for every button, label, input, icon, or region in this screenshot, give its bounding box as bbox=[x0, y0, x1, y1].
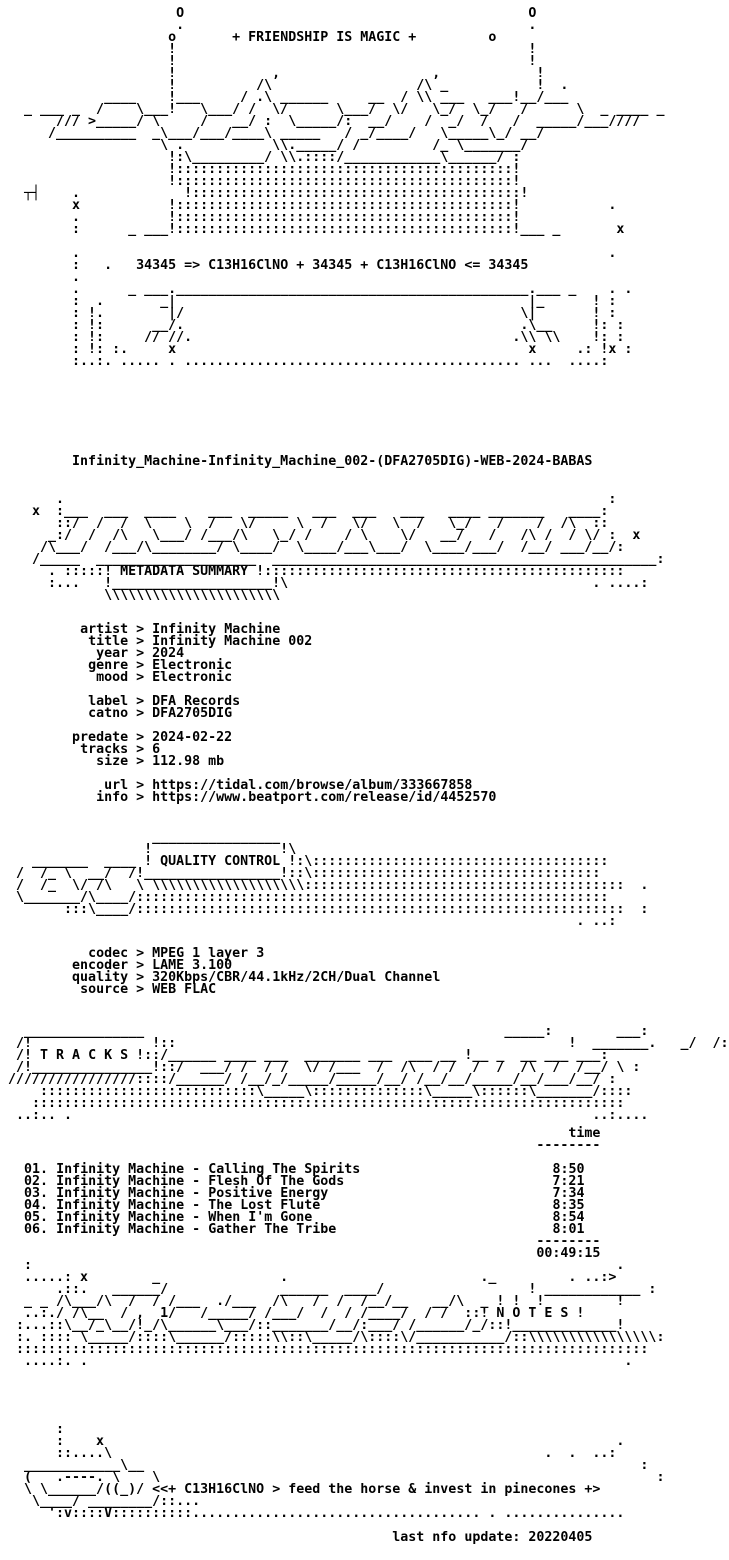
last-update-value: 20220405 bbox=[528, 1530, 593, 1545]
quality-fields: codec > MPEG 1 layer 3 encoder > LAME 3.100 quality > 320Kbps/CBR/44.1kHz/2CH/Dual Channel source > WEB FLAC bbox=[72, 946, 441, 997]
metadata-title: METADATA SUMMARY bbox=[120, 564, 249, 579]
quality-title: QUALITY CONTROL bbox=[160, 854, 281, 869]
track-row: 05. Infinity Machine - When I'm Gone 8:54 bbox=[24, 1210, 585, 1225]
metadata-info-link[interactable]: https://www.beatport.com/release/id/4452570 bbox=[152, 790, 497, 805]
header-formula: 34345 => C13H16ClNO + 34345 + C13H16ClNO <= 34345 bbox=[136, 258, 529, 273]
footer-ascii-art: : : x . ::....\ . . ..: ____________\__ : ( .----. \ \ : \ \______/((_)/ <<+ C13H16ClNO > feed the horse & invest in pinecones +> \____/ ________/::... ':v::::V::::::::::.................................... . ............... last nfo update: 20220405 bbox=[8, 1422, 665, 1545]
track-list: time -------- 01. Infinity Machine - Calling The Spirits 8:50 02. Infinity Machine - Flesh Of The Gods 7:21 03. Infinity Machine - Positive Energy 7:34 04. Infinity Machine - The Lost Flute 8:35 05. Infinity Machine - When I'm Gone 8:54 06. Infinity Machine - Gather The Tribe 8:01 -------- 00:49:15 bbox=[8, 1126, 601, 1261]
time-header: time bbox=[568, 1126, 601, 1141]
metadata-url-link[interactable]: https://tidal.com/browse/album/333667858 bbox=[152, 778, 473, 793]
release-name-text: Infinity_Machine-Infinity_Machine_002-(DFA2705DIG)-WEB-2024-BABAS bbox=[72, 454, 593, 469]
total-time: 00:49:15 bbox=[536, 1246, 601, 1261]
track-row: 02. Infinity Machine - Flesh Of The Gods 7:21 bbox=[24, 1174, 585, 1189]
last-update-label: last nfo update: bbox=[392, 1530, 521, 1545]
track-row: 01. Infinity Machine - Calling The Spirits 8:50 bbox=[24, 1162, 585, 1177]
metadata-fields: artist > Infinity Machine title > Infinity Machine 002 year > 2024 genre > Electronic mood > Electronic label > DFA Records catno > DFA2705DIG predate > 2024-02-22 tracks > 6 size > 112.98 mb url > https://tidal.com/browse/album/333667858 info > https://www.beatport.com/release/id/4452570 bbox=[72, 622, 497, 805]
header-banner: + FRIENDSHIP IS MAGIC + bbox=[232, 30, 417, 45]
header-ascii-art: O O . . o + FRIENDSHIP IS MAGIC + o ! ! ! ! ! , , ! ! /\ /\ _ ! . ____ !___ / .\ ______ __ / \\ ___ ___!__/___ _ ___ _ / \___! \___/ / \/ \___/ \/ \_/ \_/ / \ _ ____ _ /// >_____/ \ / __/ : \_____/: __/ / _/ / / _____/___//// /__________ _\___/___/____\ _____ / _/____/ \_____\_/ __/ \ . \\._____/ / /_ \_______/ !:\_________/ \\.::::/____________\______/ : !::::::::::::::::::::::::::::::::::::::::::! !::::::::::::::::::::::::::::::::::::::::::! ┬┤ . !:::::::::::::::::::::::::::::::::::::::::! x !::::::::::::::::::::::::::::::::::::::::::! . . !::::::::::::::::::::::::::::::::::::::::::! : _ ___!::::::::::::::::::::::::::::::::::::::::::!___ _ x . . : . 34345 => C13H16ClNO + 34345 + C13H16ClNO <= 34345 . . _ ___.____________________________________________.___ _ . . : . _| |_ ! : : !. |/ \| ! : : !: __/. .\__ !: : : !: // //. .\\ \\ !: : : !: :. x x .: !x : :..:. ..... . .......................................... ... ....: bbox=[8, 6, 665, 369]
footer-tagline: <<+ C13H16ClNO > feed the horse & invest in pinecones +> bbox=[152, 1482, 601, 1497]
track-row: 04. Infinity Machine - The Lost Flute 8:35 bbox=[24, 1198, 585, 1213]
track-row: 03. Infinity Machine - Positive Energy 7:34 bbox=[24, 1186, 585, 1201]
notes-ascii-art: : . .....: x _ . ._ . ..:> .::. ______/ ______ ____/ ! ____________ : _ _ /\___/\ / / /___ ./___ /\ / / /__/__ __/\ _ ! ! ! ! ..:./ /\__ / , 1/ /_____/ /___/ / / /____/ / / ::! N O T E S ! :...::\__/_\__/!_/\______\___/::_______/__/:___/ /______/_/::!_____________! :. :::: \_____/::::\______/:::::\\::\_____/\::::\/___________/::\\\\\\\\\\\\\\\\: ::::::::::::::::::::::::::::::::::::::::::::::::::::::::::::::::::::::::::::::: ....:. . . bbox=[8, 1258, 665, 1369]
quality-ascii-art: ________________ ! !\ _______ ____ ! QUALITY CONTROL !:\::::::::::::::::::::::::::::::::::::: / /_ \ __/ /!_________________!::\:::::::::::::::::::::::::::::::::::: / /_ \/ /\ \ \\\\\\\\\\\\\\\\\\\:::::::::::::::::::::::::::::::::::::::: . \_______/\____/::::::::::::::::::::::::::::::::::::::::::::::::::::::::::: :::\____/::::::::::::::::::::::::::::::::::::::::::::::::::::::::::::: : . ..: bbox=[8, 830, 649, 929]
metadata-ascii-art: . : x :___ ___ ____ ___ _____ ___ ___ ___ ____ _______ ____: ::/ / / \ \ / \/ \ / \/ \ / \_/ / / /\ :: _:/ / /\ \___/ /___/\ \_/ / / \ \/ __/ / /\ / / \/ : x /\___/ /___/\________/ \____/ \____/___\___/ \____/___/ /__/ ___/__/: /_____ ____________________ ________________________________________________: . :::::! METADATA SUMMARY !::::::::::::::::::::::::::::::::::::::::::::: :... !____________________!\ . ....: \\\\\\\\\\\\\\\\\\\\\\ bbox=[8, 492, 665, 603]
release-name bbox=[8, 456, 592, 468]
notes-title: N O T E S bbox=[496, 1306, 569, 1321]
track-row: 06. Infinity Machine - Gather The Tribe 8:01 bbox=[24, 1222, 585, 1237]
tracks-ascii-art: _______________ _____: ___: /! !:: ! _______. _/ /: /! T R A C K S !::/______ ____ ___ _______ ___ ___ __ !__ _ __ ___ ___: /!_______________!::/ ___/ / / / \/ /___ / /\ / / / / /\ / /__/ \ : ////////////////::::/______/ /__/_/_____/_____/__/ /__/__/_____/__/___/__/ : :::::::::::::::::::::::::::\_____\::::::::::::::\_____\::::::\_______/:::: :::::::::::::::::::::::::::::::::::::::::::::::::::::::::::::::::::::::::: ..:.. . ..:.... bbox=[8, 1024, 729, 1123]
tracks-title: T R A C K S bbox=[40, 1048, 129, 1063]
